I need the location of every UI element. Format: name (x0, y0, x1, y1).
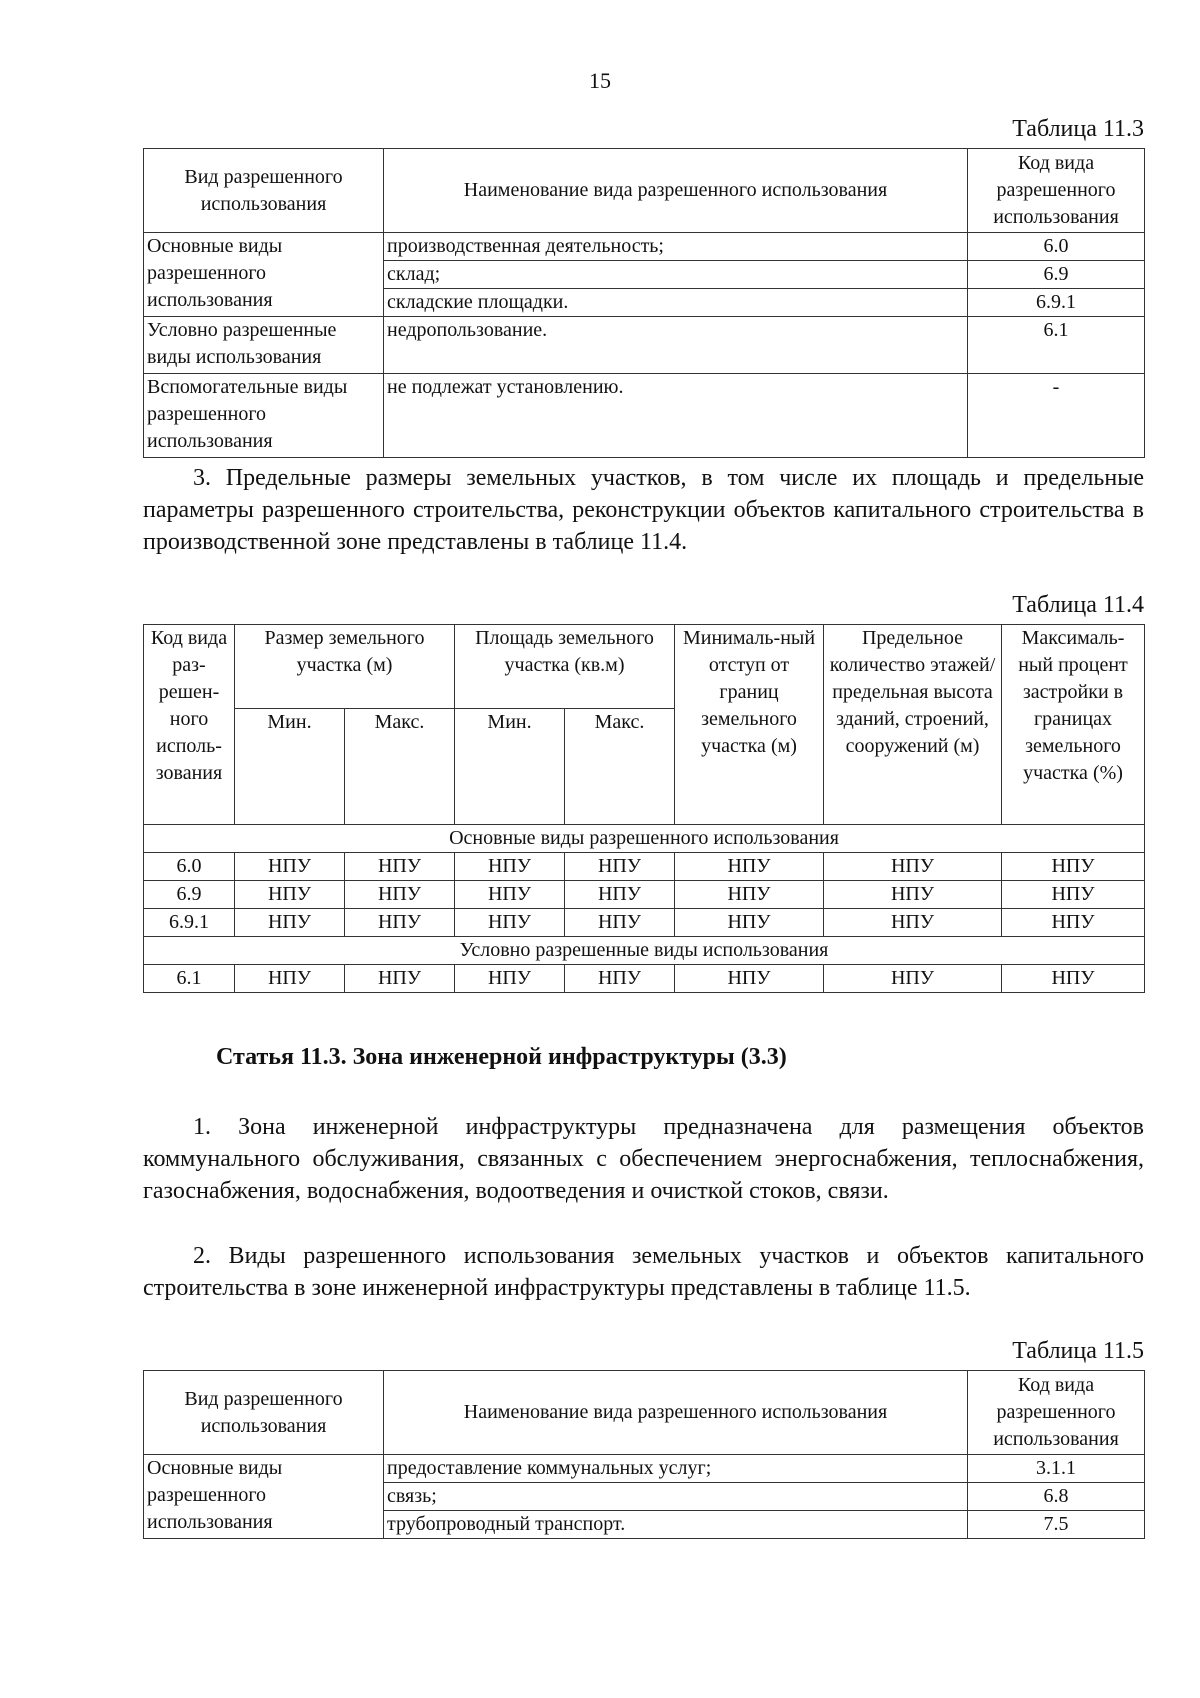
table-row (144, 374, 1145, 458)
cell: НПУ (345, 965, 455, 993)
use-name: склад; (384, 261, 968, 289)
cell: НПУ (345, 881, 455, 909)
table-row (144, 317, 1145, 374)
section-row (144, 937, 1145, 965)
header-code: Код вида раз-решен-ного исполь-зования (144, 625, 235, 825)
row-code: 6.9 (144, 881, 235, 909)
cell: НПУ (345, 853, 455, 881)
cell: НПУ (235, 853, 345, 881)
use-code: - (968, 374, 1145, 458)
use-name: трубопроводный транспорт. (384, 1511, 968, 1539)
table-header-row (144, 1371, 1145, 1455)
header-use-code: Код вида разрешенного использования (968, 1371, 1145, 1455)
header-min-setback: Минималь-ный отступ от границ земельного участка (м) (675, 625, 824, 825)
cell: НПУ (235, 965, 345, 993)
header-plot-size: Размер земельного участка (м) (235, 625, 455, 709)
cell: НПУ (455, 881, 565, 909)
table-11-3-caption: Таблица 11.3 (1012, 116, 1144, 142)
use-code: 6.1 (968, 317, 1145, 374)
cell: НПУ (675, 965, 824, 993)
paragraph-1 (143, 1111, 1144, 1207)
table-11-4 (143, 624, 1145, 993)
section-conditional-uses: Условно разрешенные виды использования (144, 937, 1145, 965)
cell: НПУ (235, 881, 345, 909)
use-name: предоставление коммунальных услуг; (384, 1455, 968, 1483)
row-code: 6.1 (144, 965, 235, 993)
header-plot-area: Площадь земельного участка (кв.м) (455, 625, 675, 709)
cell: НПУ (675, 853, 824, 881)
use-name: связь; (384, 1483, 968, 1511)
cell: НПУ (824, 909, 1002, 937)
table-11-5 (143, 1370, 1145, 1539)
cell: НПУ (565, 881, 675, 909)
use-code: 6.9.1 (968, 289, 1145, 317)
table-row (144, 909, 1145, 937)
table-row (144, 881, 1145, 909)
paragraph-2 (143, 1240, 1144, 1304)
use-name: производственная деятельность; (384, 233, 968, 261)
header-area-min: Мин. (455, 709, 565, 825)
cell: НПУ (1002, 853, 1145, 881)
header-size-max: Макс. (345, 709, 455, 825)
paragraph-1-text: 1. Зона инженерной инфраструктуры предназначена для размещения объектов коммунального обслуживания, связанных с обеспечением энергоснабжения, теплоснабжения, газоснабжения, водоснабжения, водоотведения и очисткой стоков, связи. (143, 1114, 1144, 1204)
header-max-floors: Предельное количество этажей/ предельная высота зданий, строений, сооружений (м) (824, 625, 1002, 825)
section-main-uses: Основные виды разрешенного использования (144, 825, 1145, 853)
cell: НПУ (565, 853, 675, 881)
table-header-row (144, 625, 1145, 709)
row-code: 6.0 (144, 853, 235, 881)
table-row (144, 853, 1145, 881)
cell: НПУ (824, 881, 1002, 909)
table-row (144, 965, 1145, 993)
page-number: 15 (589, 68, 611, 93)
header-max-coverage: Максималь-ный процент застройки в границах земельного участка (%) (1002, 625, 1145, 825)
use-name: не подлежат установлению. (384, 374, 968, 458)
cell: НПУ (675, 881, 824, 909)
group-label: Основные виды разрешенного использования (144, 233, 384, 317)
header-permitted-use-type: Вид разрешенного использования (144, 1371, 384, 1455)
cell: НПУ (565, 965, 675, 993)
use-code: 6.9 (968, 261, 1145, 289)
cell: НПУ (455, 853, 565, 881)
paragraph-3-text: 3. Предельные размеры земельных участков, в том числе их площадь и предельные параметры разрешенного строительства, реконструкции объектов капитального строительства в производственной зоне представлены в таблице 11.4. (143, 465, 1144, 555)
group-label: Основные виды разрешенного использования (144, 1455, 384, 1539)
header-use-name: Наименование вида разрешенного использования (384, 149, 968, 233)
use-code: 7.5 (968, 1511, 1145, 1539)
article-heading: Статья 11.3. Зона инженерной инфраструктуры (3.3) (216, 1044, 787, 1070)
table-row (144, 233, 1145, 261)
group-label: Условно разрешенные виды использования (144, 317, 384, 374)
header-area-max: Макс. (565, 709, 675, 825)
paragraph-2-text: 2. Виды разрешенного использования земельных участков и объектов капитального строительства в зоне инженерной инфраструктуры представлены в таблице 11.5. (143, 1243, 1144, 1301)
cell: НПУ (345, 909, 455, 937)
header-use-name: Наименование вида разрешенного использования (384, 1371, 968, 1455)
table-11-5-caption: Таблица 11.5 (1012, 1338, 1144, 1364)
table-row (144, 1455, 1145, 1483)
header-use-code: Код вида разрешенного использования (968, 149, 1145, 233)
header-size-min: Мин. (235, 709, 345, 825)
cell: НПУ (455, 909, 565, 937)
cell: НПУ (1002, 881, 1145, 909)
use-code: 6.8 (968, 1483, 1145, 1511)
cell: НПУ (824, 965, 1002, 993)
use-code: 3.1.1 (968, 1455, 1145, 1483)
use-name: складские площадки. (384, 289, 968, 317)
use-code: 6.0 (968, 233, 1145, 261)
group-label: Вспомогательные виды разрешенного использования (144, 374, 384, 458)
cell: НПУ (455, 965, 565, 993)
section-row (144, 825, 1145, 853)
header-permitted-use-type: Вид разрешенного использования (144, 149, 384, 233)
cell: НПУ (1002, 965, 1145, 993)
cell: НПУ (565, 909, 675, 937)
table-11-3 (143, 148, 1145, 458)
table-header-row (144, 149, 1145, 233)
use-name: недропользование. (384, 317, 968, 374)
row-code: 6.9.1 (144, 909, 235, 937)
cell: НПУ (824, 853, 1002, 881)
cell: НПУ (1002, 909, 1145, 937)
paragraph-3 (143, 462, 1144, 558)
table-11-4-caption: Таблица 11.4 (1012, 592, 1144, 618)
cell: НПУ (235, 909, 345, 937)
cell: НПУ (675, 909, 824, 937)
